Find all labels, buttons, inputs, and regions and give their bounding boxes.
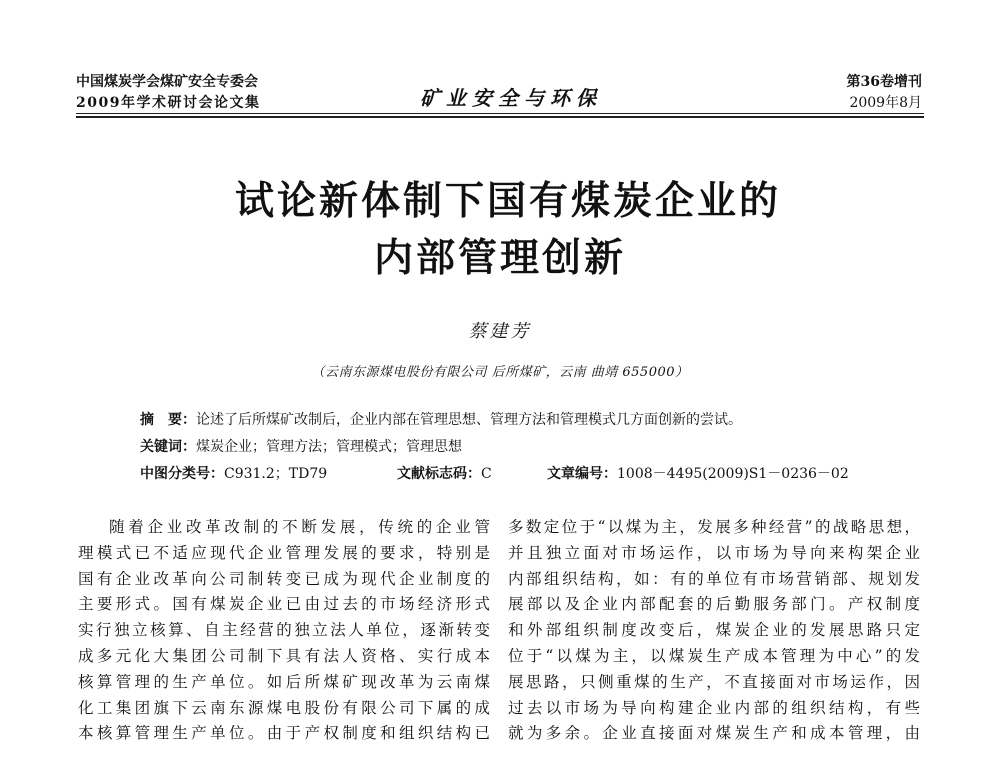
document-code-value: C <box>481 466 492 482</box>
body-line: 化工集团旗下云南东源煤电股份有限公司下属的成 <box>78 698 490 717</box>
keywords-label: 关键词： <box>140 439 196 455</box>
abstract-text: 论述了后所煤矿改制后，企业内部在管理思想、管理方法和管理模式几方面创新的尝试。 <box>196 412 742 428</box>
body-line: 核算管理的生产单位。如后所煤矿现改革为云南煤 <box>78 672 490 691</box>
paper-title-line1: 试论新体制下国有煤炭企业的 <box>234 179 781 224</box>
header-rule-thin <box>76 113 924 114</box>
volume-info: 第36卷增刊 <box>846 74 922 90</box>
keywords <box>140 438 462 456</box>
journal-name: 矿业安全与环保 <box>420 86 602 110</box>
article-number <box>547 465 849 483</box>
body-line: 成多元化大集团公司制下具有法人资格、实行成本 <box>78 646 490 665</box>
body-line: 展部以及企业内部配套的后勤服务部门。产权制度 <box>508 595 920 614</box>
clc-value: C931.2；TD79 <box>224 466 328 482</box>
abstract <box>140 411 742 429</box>
author-name: 蔡建芳 <box>468 321 532 342</box>
abstract-label: 摘 要： <box>140 412 196 428</box>
clc-number <box>140 465 327 483</box>
conference-name: 中国煤炭学会煤矿安全专委会 <box>76 74 258 90</box>
document-code <box>397 465 492 483</box>
paper-title-line2: 内部管理创新 <box>373 236 626 281</box>
clc-label: 中图分类号： <box>140 466 224 482</box>
proceedings-name: 2009年学术研讨会论文集 <box>76 95 261 111</box>
body-line: 主要形式。国有煤炭企业已由过去的市场经济形式 <box>78 595 490 614</box>
body-line: 实行独立核算、自主经营的独立法人单位，逐渐转变 <box>78 621 490 640</box>
article-number-label: 文章编号： <box>547 466 617 482</box>
body-line: 和外部组织制度改变后，煤炭企业的发展思路只定 <box>508 621 920 640</box>
body-line: 本核算管理生产单位。由于产权制度和组织结构已 <box>78 724 490 743</box>
issue-date: 2009年8月 <box>849 95 922 111</box>
body-line: 过去以市场为导向构建企业内部的组织结构，有些 <box>508 698 920 717</box>
article-number-value: 1008－4495(2009)S1－0236－02 <box>617 466 849 482</box>
body-line: 并且独立面对市场运作，以市场为导向来构架企业 <box>508 543 920 562</box>
body-line: 国有企业改革向公司制转变已成为现代企业制度的 <box>78 569 490 588</box>
author-affiliation: （云南东源煤电股份有限公司 后所煤矿，云南 曲靖 655000） <box>311 365 689 380</box>
body-line: 多数定位于“以煤为主，发展多种经营”的战略思想， <box>508 518 920 536</box>
document-code-label: 文献标志码： <box>397 466 481 482</box>
body-line: 位于“以煤为主，以煤炭生产成本管理为中心”的发 <box>508 646 920 665</box>
body-line: 内部组织结构，如：有的单位有市场营销部、规划发 <box>508 569 920 588</box>
body-column-left <box>78 515 490 747</box>
body-line: 就为多余。企业直接面对煤炭生产和成本管理，由 <box>508 724 920 743</box>
body-line: 展思路，只侧重煤的生产，不直接面对市场运作，因 <box>508 672 920 691</box>
body-column-right <box>508 515 920 747</box>
body-line: 理模式已不适应现代企业管理发展的要求，特别是 <box>78 543 490 562</box>
keywords-text: 煤炭企业；管理方法；管理模式；管理思想 <box>196 439 462 455</box>
header-rule-thick <box>76 116 924 118</box>
body-line: 随着企业改革改制的不断发展，传统的企业管 <box>109 518 490 536</box>
